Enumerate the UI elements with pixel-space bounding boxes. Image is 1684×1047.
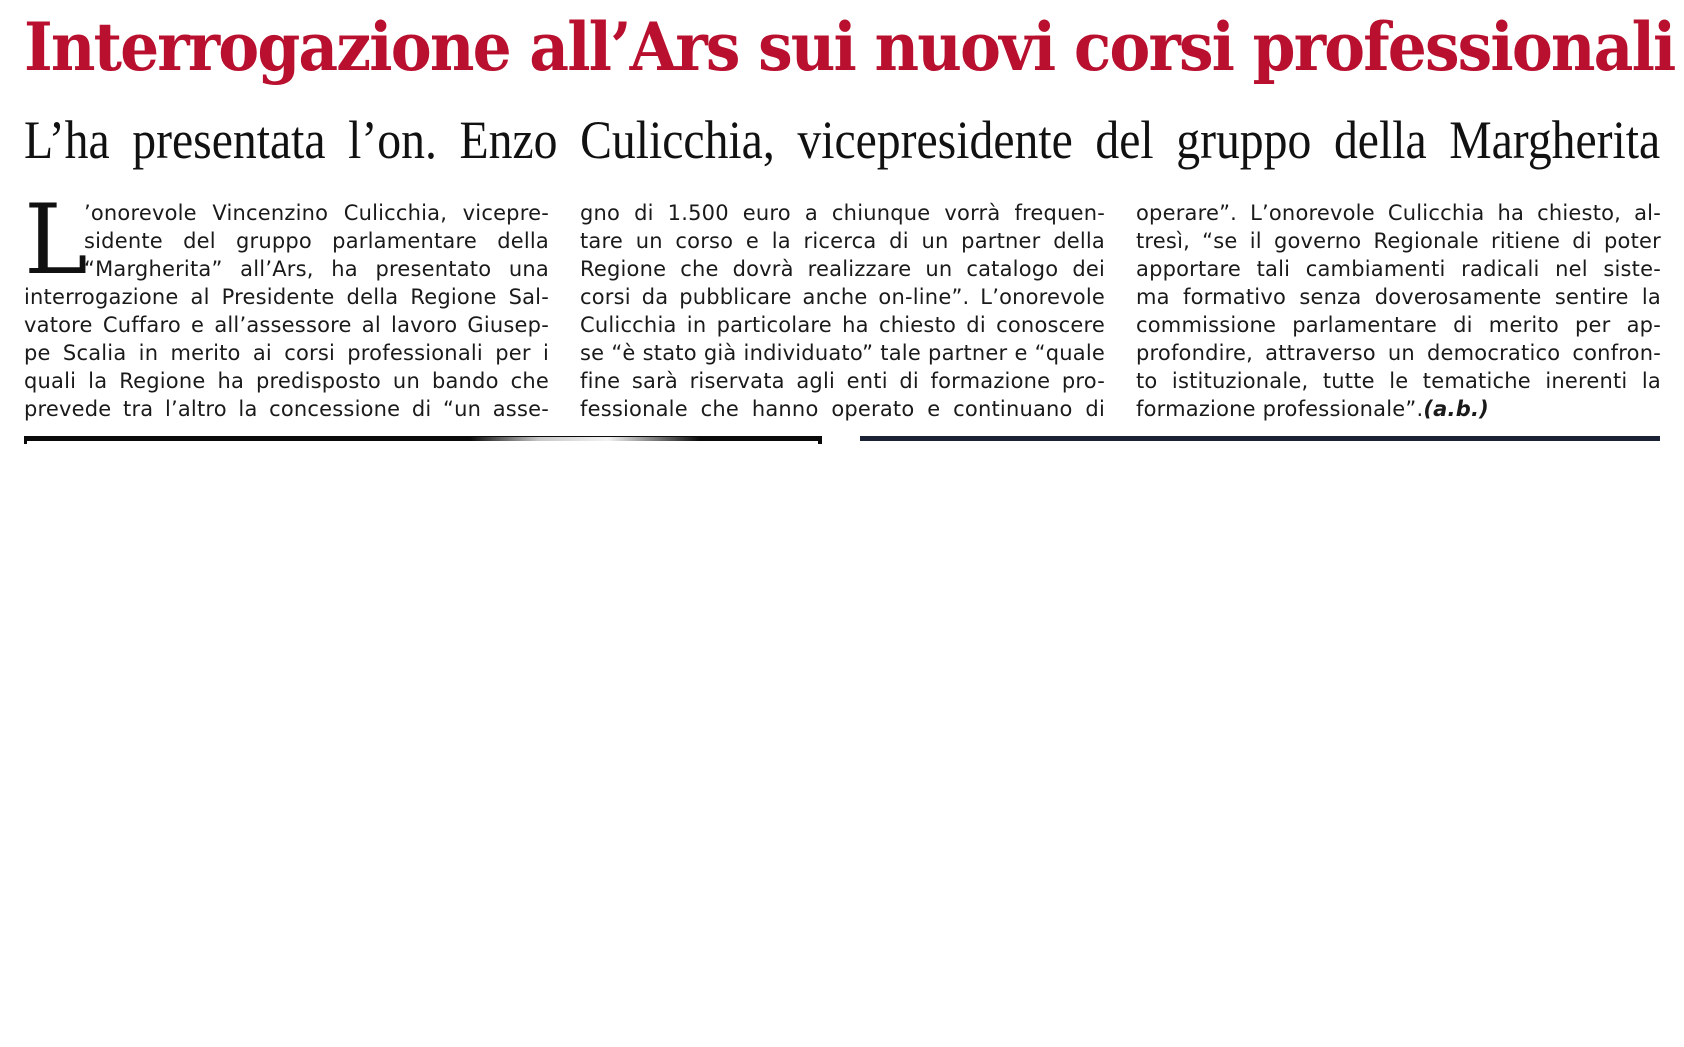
column-line: gno di 1.500 euro a chiunque vorrà frequen- xyxy=(580,201,1105,225)
column-line: Culicchia in particolare ha chiesto di conoscere xyxy=(580,313,1105,337)
column-line: se “è stato già individuato” tale partner e “quale xyxy=(580,341,1105,365)
column-line: to istituzionale, tutte le tematiche inerenti la xyxy=(1136,369,1661,393)
column-line: fessionale che hanno operato e continuano di xyxy=(580,397,1105,421)
article-body xyxy=(24,184,1661,424)
column-line: Regione che dovrà realizzare un catalogo dei xyxy=(580,257,1105,281)
column-line: apportare tali cambiamenti radicali nel siste- xyxy=(1136,257,1661,281)
column-line-final xyxy=(1136,395,1661,423)
scan-artifact xyxy=(470,437,700,441)
column-line: tresì, “se il governo Regionale ritiene di poter xyxy=(1136,229,1661,253)
column-line: vatore Cuffaro e all’assessore al lavoro Giusep- xyxy=(24,313,549,337)
column-line: quali la Regione ha predisposto un bando che xyxy=(24,369,549,393)
column-line: tare un corso e la ricerca di un partner della xyxy=(580,229,1105,253)
article-column-2 xyxy=(580,199,1105,423)
column-line: fine sarà riservata agli enti di formazione pro- xyxy=(580,369,1105,393)
author-signature: (a.b.) xyxy=(1423,397,1489,421)
photo-frame-right-corner xyxy=(818,436,822,444)
column-line: profondire, attraverso un democratico confron- xyxy=(1136,341,1661,365)
column-line: commissione parlamentare di merito per ap- xyxy=(1136,313,1661,337)
column-line: ’onorevole Vincenzino Culicchia, vicepre- xyxy=(84,201,549,225)
column-line: ma formativo senza doverosamente sentire la xyxy=(1136,285,1661,309)
column-line: prevede tra l’altro la concessione di “un asse- xyxy=(24,397,549,421)
article-column-3 xyxy=(1136,199,1661,423)
drop-cap: L xyxy=(24,184,88,296)
article-subheadline: L’ha presentata l’on. Enzo Culicchia, vicepresidente del gruppo della Margherita xyxy=(24,110,1661,170)
photo-frame-left-top-border xyxy=(24,436,822,441)
article-column-1 xyxy=(24,184,549,423)
column-line-text: formazione professionale”. xyxy=(1136,397,1424,421)
column-line: “Margherita” all’Ars, ha presentato una xyxy=(84,257,549,281)
column-line: sidente del gruppo parlamentare della xyxy=(84,229,549,253)
column-line: interrogazione al Presidente della Regione Sal- xyxy=(24,285,549,309)
column-line: operare”. L’onorevole Culicchia ha chiesto, al- xyxy=(1136,201,1661,225)
photo-frame-left-corner xyxy=(24,436,27,444)
photo-frame-right-top-border xyxy=(860,436,1660,441)
article-headline: Interrogazione all’Ars sui nuovi corsi professionali xyxy=(24,8,1675,86)
column-line: pe Scalia in merito ai corsi professionali per i xyxy=(24,341,549,365)
column-line: corsi da pubblicare anche on-line”. L’onorevole xyxy=(580,285,1105,309)
